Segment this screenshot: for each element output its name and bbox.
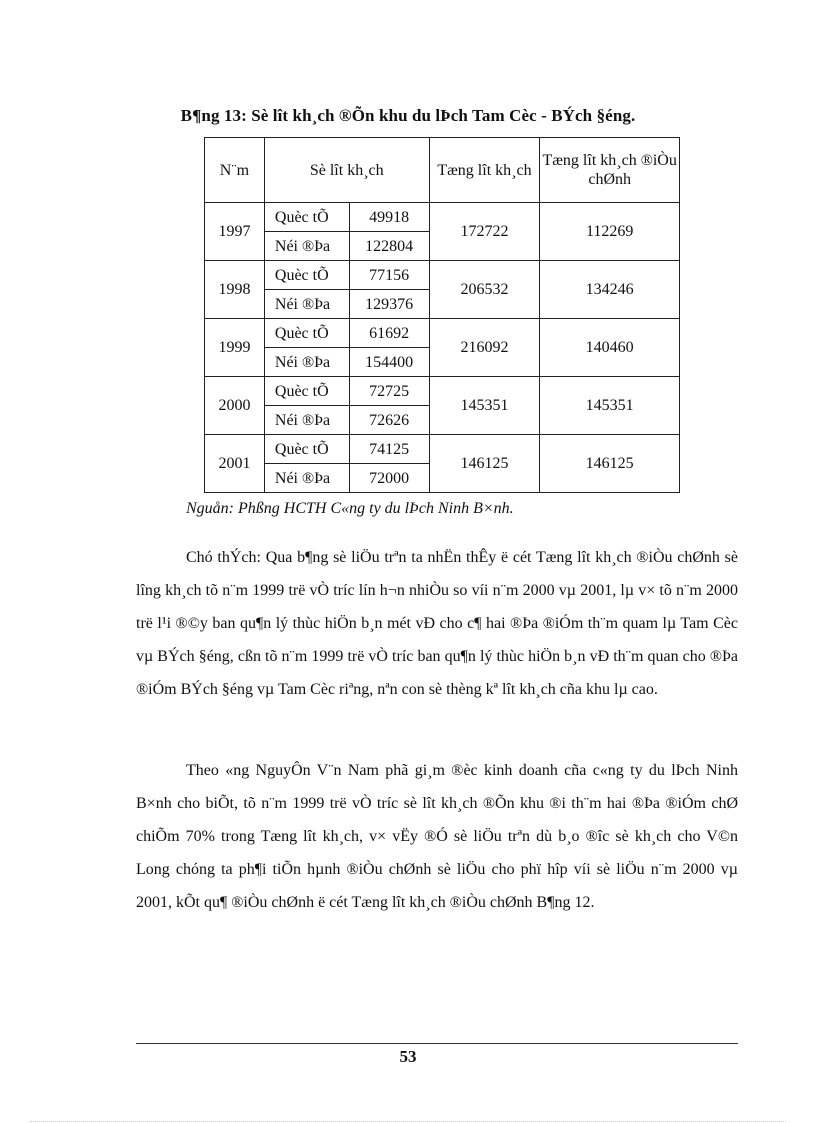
- cell-total: 216092: [429, 319, 540, 377]
- cell-intl-label: Quèc tÕ: [264, 377, 349, 406]
- table-row: [205, 377, 680, 406]
- cell-year: 1997: [205, 203, 265, 261]
- cell-intl-count: 74125: [349, 435, 429, 464]
- cell-intl-label: Quèc tÕ: [264, 203, 349, 232]
- cell-dom-count: 129376: [349, 290, 429, 319]
- cell-intl-count: 77156: [349, 261, 429, 290]
- cell-adjusted: 112269: [540, 203, 680, 261]
- visitor-table: [204, 137, 680, 493]
- header-year: N¨m: [205, 138, 265, 203]
- cell-dom-count: 72000: [349, 464, 429, 493]
- paragraph-body: Theo «ng NguyÔn V¨n Nam phã gi¸m ®èc kinh doanh cña c«ng ty du lÞch Ninh B×nh cho biÕt, tõ n¨m 1999 trë vÒ tríc sè lît kh¸ch ®Õn khu ®i th¨m hai ®Þa ®iÓm chØ chiÕm 70% trong Tæng lît kh¸ch, v× vËy ®Ó sè liÖu trªn dù b¸o ®îc sè kh¸ch cho V©n Long chóng ta ph¶i tiÕn hµnh ®iÒu chØnh sè liÖu cho phï hîp víi sè liÖu n¨m 2000 vµ 2001, kÕt qu¶ ®iÒu chØnh ë cét Tæng lît kh¸ch ®iÒu chØnh B¶ng 12.: [136, 762, 738, 911]
- footer-divider: [136, 1043, 738, 1044]
- cell-dom-count: 122804: [349, 232, 429, 261]
- cell-total: 172722: [429, 203, 540, 261]
- cell-dom-count: 72626: [349, 406, 429, 435]
- table-row: [205, 203, 680, 232]
- cell-intl-label: Quèc tÕ: [264, 319, 349, 348]
- cell-dom-label: Néi ®Þa: [264, 290, 349, 319]
- cell-total: 146125: [429, 435, 540, 493]
- cell-dom-label: Néi ®Þa: [264, 464, 349, 493]
- cell-year: 1998: [205, 261, 265, 319]
- cell-dom-label: Néi ®Þa: [264, 348, 349, 377]
- cell-total: 145351: [429, 377, 540, 435]
- cell-intl-label: Quèc tÕ: [264, 435, 349, 464]
- cell-intl-label: Quèc tÕ: [264, 261, 349, 290]
- cell-year: 2000: [205, 377, 265, 435]
- cell-adjusted: 145351: [540, 377, 680, 435]
- cell-intl-count: 49918: [349, 203, 429, 232]
- table-row: [205, 261, 680, 290]
- paragraph-note: Chó thÝch: Qua b¶ng sè liÖu trªn ta nhËn thÊy ë cét Tæng lît kh¸ch ®iÒu chØnh sè lîng kh¸ch tõ n¨m 1999 trë vÒ tríc lín h¬n nhiÒu so víi n¨m 2000 vµ 2001, lµ v× tõ n¨m 2000 trë l¹i ®©y ban qu¶n lý thùc hiÖn b¸n mét vÐ cho c¶ hai ®Þa ®iÓm th¨m quam lµ Tam Cèc vµ BÝch §éng, cßn tõ n¨m 1999 trë vÒ tríc ban qu¶n lý thùc hiÖn b¸n vÐ th¨m quan cho ®Þa ®iÓm BÝch §éng vµ Tam Cèc riªng, nªn con sè thèng kª lît kh¸ch cña khu lµ cao.: [136, 549, 738, 698]
- cell-adjusted: 146125: [540, 435, 680, 493]
- table-row: [205, 435, 680, 464]
- table-caption: B¶ng 13: Sè lît kh¸ch ®Õn khu du lÞch Tam Cèc - BÝch §éng.: [180, 106, 636, 125]
- header-visitor-count: Sè lît kh¸ch: [264, 138, 429, 203]
- cell-year: 2001: [205, 435, 265, 493]
- cell-adjusted: 140460: [540, 319, 680, 377]
- page-number: 53: [399, 1047, 417, 1066]
- table-row: [205, 319, 680, 348]
- cell-year: 1999: [205, 319, 265, 377]
- page-edge-divider: [30, 1121, 786, 1122]
- table-header-row: [205, 138, 680, 203]
- header-total: Tæng lît kh¸ch: [429, 138, 540, 203]
- cell-total: 206532: [429, 261, 540, 319]
- cell-dom-label: Néi ®Þa: [264, 232, 349, 261]
- cell-adjusted: 134246: [540, 261, 680, 319]
- cell-dom-label: Néi ®Þa: [264, 406, 349, 435]
- cell-intl-count: 72725: [349, 377, 429, 406]
- cell-intl-count: 61692: [349, 319, 429, 348]
- table-source-note: Nguån: Phßng HCTH C«ng ty du lÞch Ninh B×nh.: [186, 500, 514, 517]
- cell-dom-count: 154400: [349, 348, 429, 377]
- header-adjusted-total: Tæng lît kh¸ch ®iÒu chØnh: [540, 138, 680, 203]
